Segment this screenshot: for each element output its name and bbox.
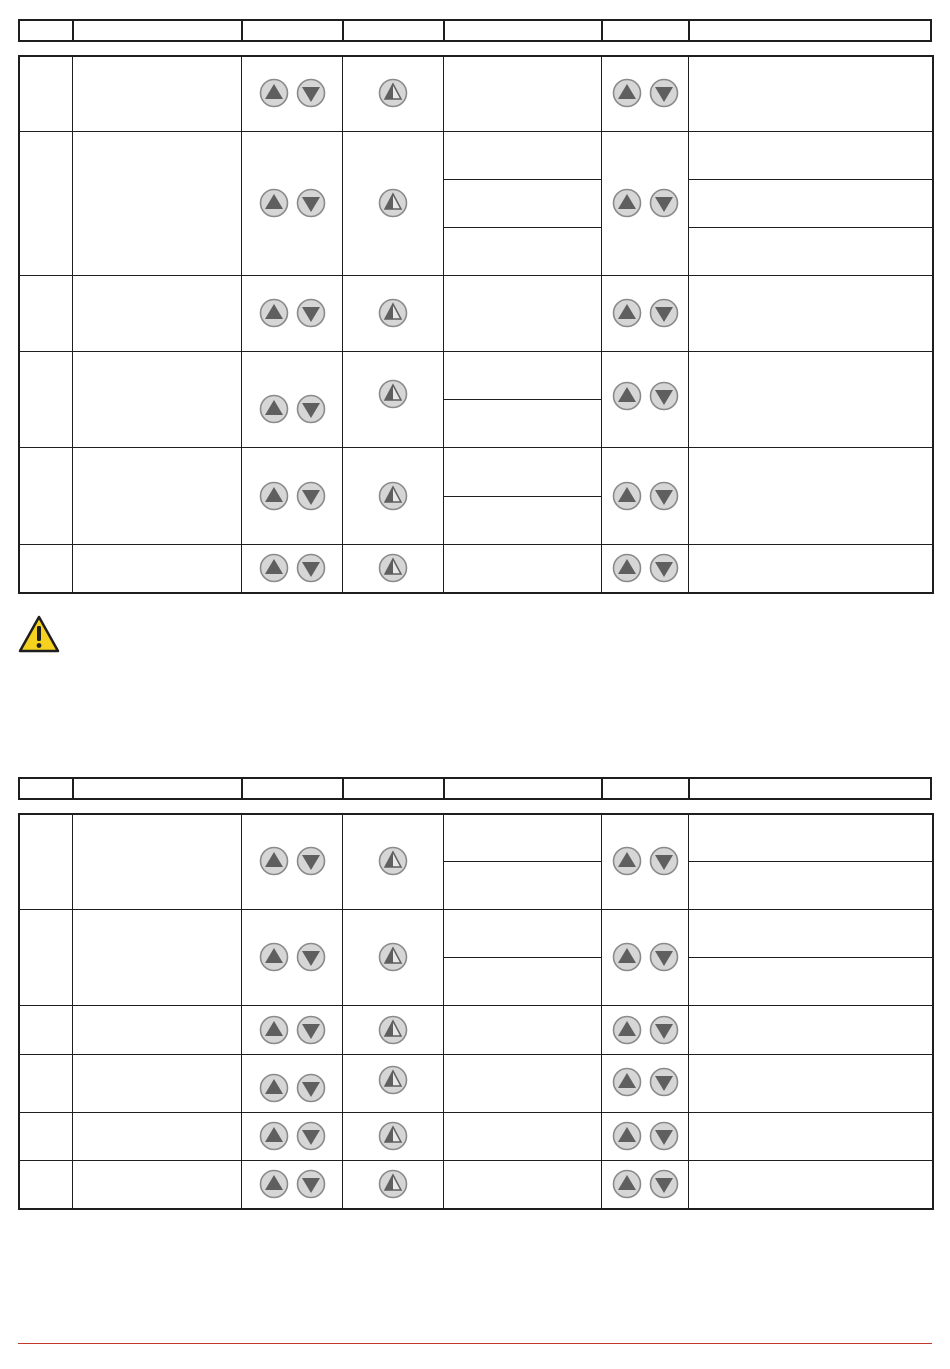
table-1-row-4-mode-icon[interactable] — [378, 379, 408, 409]
table-1-column-line — [241, 55, 242, 594]
table-1-header-divider — [72, 19, 74, 42]
table-1-column-line — [932, 55, 934, 594]
table-2-header-divider — [72, 777, 74, 800]
table-1-row-4-adjust-down-arrow-icon[interactable] — [296, 394, 326, 424]
table-2-subrow-divider — [688, 957, 933, 958]
table-1-row-6-mode-icon[interactable] — [378, 553, 408, 583]
table-1-row-4-adjust-up-arrow-icon[interactable] — [259, 394, 289, 424]
table-1-row-5-mode-icon[interactable] — [378, 481, 408, 511]
table-1-row-2-adjust-down-arrow-icon[interactable] — [296, 188, 326, 218]
table-1-subrow-divider — [443, 399, 601, 400]
table-1-row-1-set-up-arrow-icon[interactable] — [612, 78, 642, 108]
table-1-row-5-adjust-down-arrow-icon[interactable] — [296, 481, 326, 511]
table-2-column-line — [342, 813, 343, 1210]
table-2-row-3-adjust-down-arrow-icon[interactable] — [296, 1015, 326, 1045]
table-2-row-1-adjust-down-arrow-icon[interactable] — [296, 846, 326, 876]
table-1-header-divider — [601, 19, 603, 42]
table-1-top-border — [18, 55, 933, 57]
table-2-row-4-set-down-arrow-icon[interactable] — [649, 1067, 679, 1097]
table-1-row-separator — [18, 131, 933, 132]
table-1-row-2-mode-icon[interactable] — [378, 188, 408, 218]
table-2-row-separator — [18, 1005, 933, 1006]
warning-triangle-icon — [18, 615, 60, 653]
table-1-column-line — [688, 55, 689, 594]
table-1-column-line — [601, 55, 602, 594]
table-2-column-line — [601, 813, 602, 1210]
table-1-row-1-adjust-down-arrow-icon[interactable] — [296, 78, 326, 108]
table-1-subrow-divider — [443, 179, 601, 180]
table-2-row-3-mode-icon[interactable] — [378, 1015, 408, 1045]
table-1-row-5-set-up-arrow-icon[interactable] — [612, 481, 642, 511]
table-2-row-separator — [18, 1112, 933, 1113]
table-2-row-3-set-up-arrow-icon[interactable] — [612, 1015, 642, 1045]
table-1-row-1-mode-icon[interactable] — [378, 78, 408, 108]
table-1-row-separator — [18, 544, 933, 545]
table-2-row-5-adjust-down-arrow-icon[interactable] — [296, 1121, 326, 1151]
table-2-column-line — [18, 813, 20, 1210]
table-1-row-separator — [18, 351, 933, 352]
table-1-row-6-adjust-down-arrow-icon[interactable] — [296, 553, 326, 583]
table-2-row-1-set-down-arrow-icon[interactable] — [649, 846, 679, 876]
table-2-row-4-adjust-down-arrow-icon[interactable] — [296, 1073, 326, 1103]
table-2-subrow-divider — [443, 861, 601, 862]
table-2-row-separator — [18, 909, 933, 910]
table-1-row-3-set-up-arrow-icon[interactable] — [612, 298, 642, 328]
table-1-header-divider — [342, 19, 344, 42]
table-2-header-divider — [342, 777, 344, 800]
table-1-row-4-set-up-arrow-icon[interactable] — [612, 381, 642, 411]
table-2-column-line — [688, 813, 689, 1210]
table-1-row-3-adjust-down-arrow-icon[interactable] — [296, 298, 326, 328]
table-2-row-6-set-down-arrow-icon[interactable] — [649, 1169, 679, 1199]
table-2-row-3-set-down-arrow-icon[interactable] — [649, 1015, 679, 1045]
table-1-row-2-set-down-arrow-icon[interactable] — [649, 188, 679, 218]
table-2-row-1-adjust-up-arrow-icon[interactable] — [259, 846, 289, 876]
table-2-column-line — [241, 813, 242, 1210]
table-2-column-line — [932, 813, 934, 1210]
table-1-subrow-divider — [443, 227, 601, 228]
table-2-column-line — [72, 813, 73, 1210]
table-1-row-3-adjust-up-arrow-icon[interactable] — [259, 298, 289, 328]
table-2-row-6-mode-icon[interactable] — [378, 1169, 408, 1199]
table-2-row-separator — [18, 1160, 933, 1161]
table-1-bottom-border — [18, 592, 933, 594]
table-2-row-5-set-down-arrow-icon[interactable] — [649, 1121, 679, 1151]
table-1-column-line — [18, 55, 20, 594]
table-2-column-line — [443, 813, 444, 1210]
table-1-row-4-set-down-arrow-icon[interactable] — [649, 381, 679, 411]
table-1-row-6-adjust-up-arrow-icon[interactable] — [259, 553, 289, 583]
table-1-column-line — [443, 55, 444, 594]
table-1-subrow-divider — [688, 179, 933, 180]
table-2-row-4-set-up-arrow-icon[interactable] — [612, 1067, 642, 1097]
table-2-row-separator — [18, 1054, 933, 1055]
table-1-header-divider — [688, 19, 690, 42]
table-2-row-6-adjust-down-arrow-icon[interactable] — [296, 1169, 326, 1199]
footer-rule — [18, 1343, 932, 1344]
table-2-row-2-set-up-arrow-icon[interactable] — [612, 942, 642, 972]
table-1-row-2-adjust-up-arrow-icon[interactable] — [259, 188, 289, 218]
table-2-header-row — [18, 777, 932, 800]
table-2-row-2-mode-icon[interactable] — [378, 942, 408, 972]
table-1-row-5-adjust-up-arrow-icon[interactable] — [259, 481, 289, 511]
table-1-header-divider — [443, 19, 445, 42]
table-1-row-separator — [18, 275, 933, 276]
table-2-row-2-adjust-down-arrow-icon[interactable] — [296, 942, 326, 972]
table-1-row-3-set-down-arrow-icon[interactable] — [649, 298, 679, 328]
table-2-row-4-mode-icon[interactable] — [378, 1065, 408, 1095]
table-1-subrow-divider — [688, 227, 933, 228]
table-2-row-2-adjust-up-arrow-icon[interactable] — [259, 942, 289, 972]
table-1-row-6-set-down-arrow-icon[interactable] — [649, 553, 679, 583]
table-2-row-6-set-up-arrow-icon[interactable] — [612, 1169, 642, 1199]
table-2-row-4-adjust-up-arrow-icon[interactable] — [259, 1073, 289, 1103]
table-2-row-3-adjust-up-arrow-icon[interactable] — [259, 1015, 289, 1045]
table-2-row-5-mode-icon[interactable] — [378, 1121, 408, 1151]
table-2-row-5-adjust-up-arrow-icon[interactable] — [259, 1121, 289, 1151]
table-2-top-border — [18, 813, 933, 815]
table-2-subrow-divider — [443, 957, 601, 958]
table-1-subrow-divider — [443, 496, 601, 497]
table-1-column-line — [72, 55, 73, 594]
table-2-row-6-adjust-up-arrow-icon[interactable] — [259, 1169, 289, 1199]
table-2-header-divider — [688, 777, 690, 800]
table-1-row-5-set-down-arrow-icon[interactable] — [649, 481, 679, 511]
table-1-header-row — [18, 19, 932, 42]
table-2-subrow-divider — [688, 861, 933, 862]
table-1-column-line — [342, 55, 343, 594]
table-2-row-1-mode-icon[interactable] — [378, 846, 408, 876]
table-2-row-5-set-up-arrow-icon[interactable] — [612, 1121, 642, 1151]
table-2-bottom-border — [18, 1208, 933, 1210]
table-2-row-2-set-down-arrow-icon[interactable] — [649, 942, 679, 972]
table-1-row-3-mode-icon[interactable] — [378, 298, 408, 328]
table-1-row-6-set-up-arrow-icon[interactable] — [612, 553, 642, 583]
table-2-header-divider — [241, 777, 243, 800]
table-1-row-1-adjust-up-arrow-icon[interactable] — [259, 78, 289, 108]
table-1-row-1-set-down-arrow-icon[interactable] — [649, 78, 679, 108]
table-2-header-divider — [443, 777, 445, 800]
table-1-row-2-set-up-arrow-icon[interactable] — [612, 188, 642, 218]
table-2-header-divider — [601, 777, 603, 800]
table-1-header-divider — [241, 19, 243, 42]
table-1-row-separator — [18, 447, 933, 448]
table-2-row-1-set-up-arrow-icon[interactable] — [612, 846, 642, 876]
